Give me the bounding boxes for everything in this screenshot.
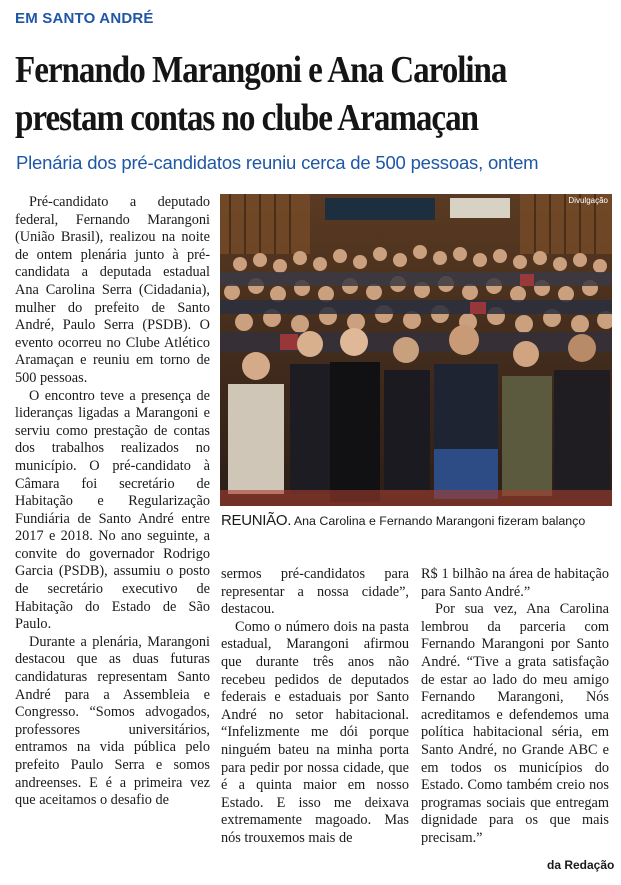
- byline: da Redação: [547, 858, 615, 872]
- article-column-1: [15, 194, 210, 810]
- crowd-photo-illustration: [220, 194, 612, 506]
- paragraph: Durante a plenária, Marangoni destacou que as duas futuras candidaturas representam Santo André para a Assembleia e Congresso. “Somos advogados, professores universitários, entramos na vida pública pelo prefeito Paulo Serra e somos andreenses. E é a primeira vez que aceitamos o desafio de: [15, 633, 210, 809]
- paragraph: Por sua vez, Ana Carolina lembrou da parceria com Fernando Marangoni por Santo André. “Tive a grata satisfação de estar ao lado do meu amigo Fernando Marangoni, Nós acreditamos e defendemos uma política habitacional séria, em Santo André, no Grande ABC e em todos os municípios do Estado. Como também creio nos programas sociais que entregam dignidade para os que mais precisam.”: [421, 601, 609, 846]
- headline: [15, 46, 528, 142]
- headline-line-2: prestam contas no clube Aramaçan: [15, 97, 479, 139]
- paragraph: Pré-candidato a deputado federal, Fernando Marangoni (União Brasil), realizou na noite de ontem plenária junto à pré-candidata a deputada estadual Ana Carolina Serra (Cidadania), mulher do prefeito de Santo André, Paulo Serra (PSDB). O evento ocorreu no Clube Atlético Aramaçan e reuniu em torno de 500 pessoas.: [15, 194, 210, 386]
- paragraph: sermos pré-candidatos para representar a nossa cidade”, destacou.: [221, 566, 409, 618]
- photo-credit: Divulgação: [568, 196, 608, 205]
- event-photo: [220, 194, 612, 506]
- paragraph: Como o número dois na pasta estadual, Marangoni afirmou que durante três anos não recebeu pedidos de deputados federais e estaduais por Santo André no setor habitacional. “Infelizmente me dói porque ninguém bateu na minha porta para pedir por nossa cidade, que é a quinta maior em nosso Estado. E isso me deixava extremamente magoado. Mas nós trouxemos mais de: [221, 618, 409, 846]
- paragraph: R$ 1 bilhão na área de habitação para Santo André.”: [421, 566, 609, 600]
- article-column-2: [221, 566, 409, 848]
- caption-text: Ana Carolina e Fernando Marangoni fizeram balanço: [291, 514, 586, 528]
- photo-caption: [221, 512, 613, 529]
- paragraph: O encontro teve a presença de lideranças ligadas a Marangoni e serviu como prestação de contas dos trabalhos realizados no município. O pré-candidato à Câmara foi secretário de Habitação e Regularização Fundiária de Santo André entre 2017 e 2018. No ano seguinte, a convite do governador Rodrigo Garcia (PSDB), assumiu o posto de secretário executivo de Habitação do Estado de São Paulo.: [15, 387, 210, 633]
- section-label: EM SANTO ANDRÉ: [15, 10, 154, 27]
- caption-label: REUNIÃO.: [221, 512, 292, 529]
- headline-line-1: Fernando Marangoni e Ana Carolina: [15, 49, 507, 91]
- subheadline: Plenária dos pré-candidatos reuniu cerca de 500 pessoas, ontem: [16, 152, 539, 173]
- article-column-3: [421, 566, 609, 848]
